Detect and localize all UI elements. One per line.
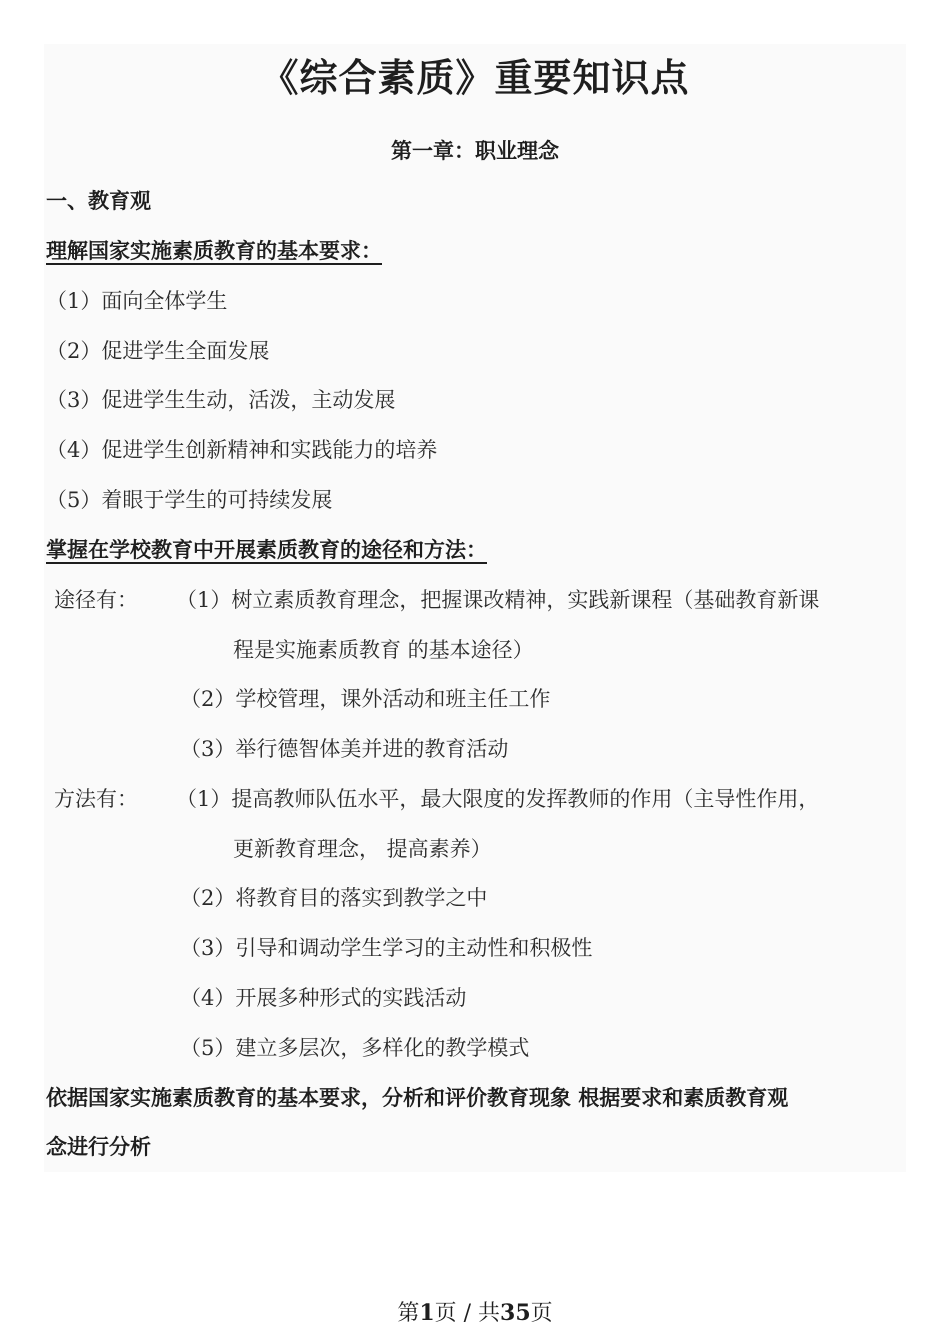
paths-label: 途径有： xyxy=(54,588,138,612)
section-heading: 一、教育观 xyxy=(46,188,151,213)
requirement-item: （1）面向全体学生 xyxy=(46,289,228,313)
chapter-heading: 第一章：职业理念 xyxy=(391,138,559,163)
page-footer xyxy=(0,1296,950,1331)
requirement-item: （3）促进学生生动，活泼，主动发展 xyxy=(46,388,396,412)
ways-heading: 掌握在学校教育中开展素质教育的途径和方法： xyxy=(46,537,487,562)
total-page-count: 35 xyxy=(500,1300,531,1326)
path-item: （3）举行德智体美并进的教育活动 xyxy=(180,737,509,761)
requirement-item: （5）着眼于学生的可持续发展 xyxy=(46,488,333,512)
method-item-continued: 更新教育理念， 提高素养） xyxy=(233,837,492,861)
footer-middle: 页 / 共 xyxy=(434,1301,501,1326)
methods-label: 方法有： xyxy=(54,787,138,811)
footer-suffix: 页 xyxy=(530,1301,553,1326)
path-item: （2）学校管理，课外活动和班主任工作 xyxy=(180,687,551,711)
method-item: （3）引导和调动学生学习的主动性和积极性 xyxy=(180,936,593,960)
method-item: （5）建立多层次，多样化的教学模式 xyxy=(180,1036,530,1060)
current-page-number: 1 xyxy=(419,1300,435,1326)
path-item: （1）树立素质教育理念，把握课改精神，实践新课程（基础教育新课 xyxy=(176,588,820,612)
method-item: （1）提高教师队伍水平，最大限度的发挥教师的作用（主导性作用， xyxy=(176,787,820,811)
method-item: （4）开展多种形式的实践活动 xyxy=(180,986,467,1010)
analysis-text: 依据国家实施素质教育的基本要求，分析和评价教育现象 根据要求和素质教育观 xyxy=(46,1085,789,1110)
method-item: （2）将教育目的落实到教学之中 xyxy=(180,886,488,910)
path-item-continued: 程是实施素质教育 的基本途径） xyxy=(233,638,534,662)
requirement-item: （2）促进学生全面发展 xyxy=(46,339,270,363)
document-title: 《综合素质》重要知识点 xyxy=(260,55,690,100)
requirements-heading: 理解国家实施素质教育的基本要求： xyxy=(46,238,382,263)
analysis-text-continued: 念进行分析 xyxy=(46,1134,151,1159)
requirement-item: （4）促进学生创新精神和实践能力的培养 xyxy=(46,438,438,462)
footer-prefix: 第 xyxy=(397,1301,420,1326)
